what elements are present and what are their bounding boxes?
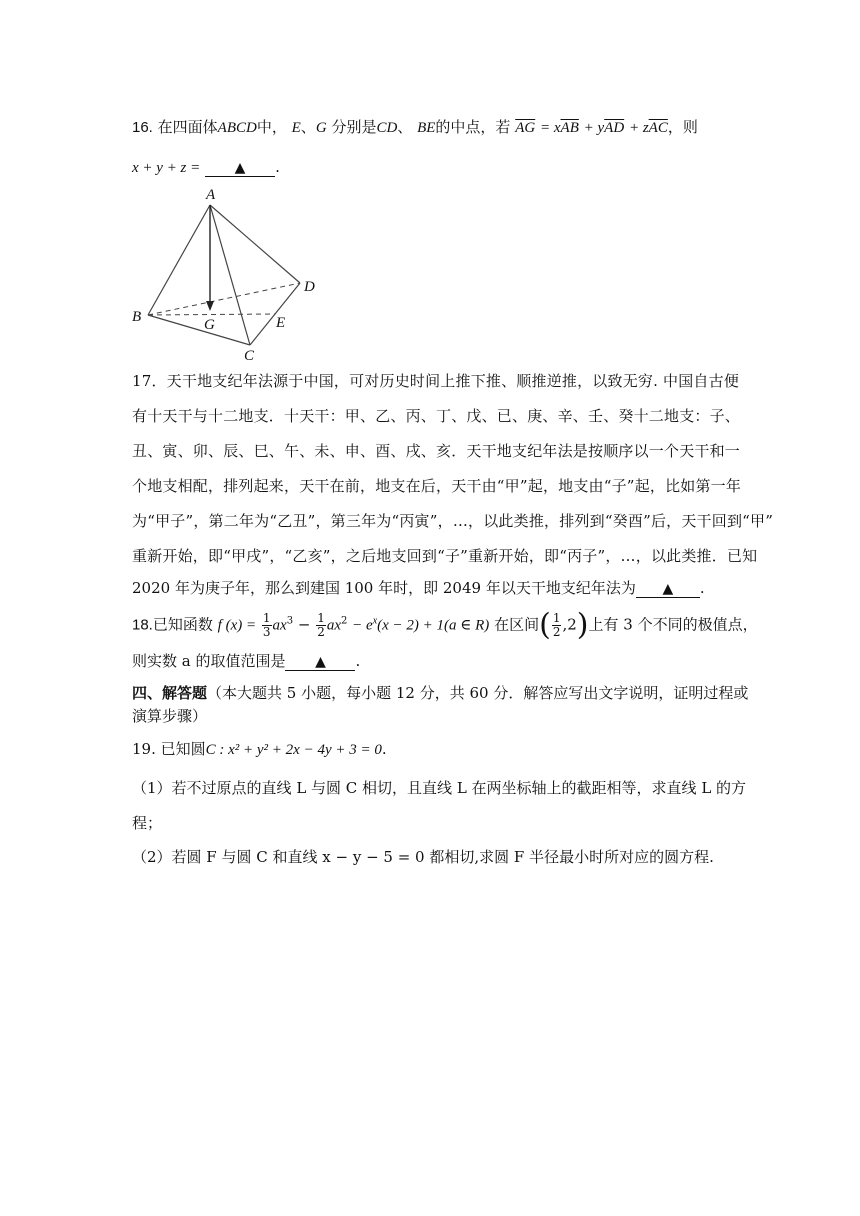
answer-blank <box>205 160 275 177</box>
label-e: E <box>276 315 286 331</box>
section-heading: 四、解答题 <box>132 684 208 702</box>
edge-bc <box>148 315 250 345</box>
fraction-1-2: $\frac{1}{2}$ <box>317 611 325 639</box>
vector-ag: $\overline{AG}$ <box>515 120 536 136</box>
label-c: C <box>244 348 255 364</box>
q19-part1-line1: （1）若不过原点的直线 L 与圆 C 相切，且直线 L 在两坐标轴上的截距相等，求直线 L 的方 <box>132 779 747 797</box>
edge-bd <box>148 283 300 315</box>
triangle-icon: ▲ <box>315 654 326 670</box>
section4-line2: 演算步骤） <box>132 707 208 725</box>
answer-blank <box>636 581 700 598</box>
q19-part1-line2: 程； <box>132 814 163 832</box>
tetrahedron-figure <box>130 185 330 365</box>
edge-ac <box>210 205 250 345</box>
q17-line4: 个地支相配，排列起来，天干在前，地支在后，天干由“甲”起，地支由“子”起，比如第一年 <box>132 477 742 495</box>
q17-line3: 丑、寅、卯、辰、巳、午、未、申、酉、戌、亥．天干地支纪年法是按顺序以一个天干和一 <box>132 442 741 460</box>
q16-line2: x + y + z = ▲ . <box>132 158 280 176</box>
label-b: B <box>132 309 142 325</box>
q18-line2: 则实数 a 的取值范围是 ▲ . <box>132 652 361 670</box>
q19-part2: （2）若圆 F 与圆 C 和直线 x − y − 5 = 0 都相切,求圆 F 半径最小时所对应的圆方程. <box>132 848 714 866</box>
label-d: D <box>304 279 315 295</box>
q18-line1: 18.已知函数 f (x) = $\frac{1}{3}$ $ax^3$ − $\frac{1}{2}$ $ax^2 - e^x(x - 2) + 1(a$ ∈ R) 在区间( $\frac{1}{2}$ ,2)上有 3 个不同的极值点， <box>132 607 758 643</box>
arrowhead-icon <box>206 301 214 311</box>
answer-blank <box>285 654 355 671</box>
q17-line2: 有十天干与十二地支．十天干：甲、乙、丙、丁、戊、已、庚、辛、壬、癸十二地支：子、 <box>132 407 741 425</box>
triangle-icon: ▲ <box>234 160 246 176</box>
fraction-interval: $\frac{1}{2}$ <box>552 611 561 639</box>
edge-ab <box>148 205 210 315</box>
section4-line1: 四、解答题（本大题共 5 小题，每小题 12 分，共 60 分．解答应写出文字说明，证明过程或 <box>132 684 749 702</box>
edge-ad <box>210 205 300 283</box>
vector-ac: $\overline{AC}$ <box>648 120 668 136</box>
label-a: A <box>206 187 216 203</box>
q17-line1: 17．天干地支纪年法源于中国，可对历史时间上推下推、顺推逆推，以致无穷. 中国自古便 <box>132 372 740 390</box>
q19-stem: 19. 已知圆C : x² + y² + 2x − 4y + 3 = 0. <box>132 740 387 758</box>
q17-line7: 2020 年为庚子年，那么到建国 100 年时，即 2049 年以天干地支纪年法为 ▲ . <box>132 579 705 597</box>
q17-line6: 重新开始，即“甲戌”，“乙亥”，之后地支回到“子”重新开始，即“丙子”，…，以此类推．已知 <box>132 547 758 565</box>
vector-ab: $\overline{AB}$ <box>560 120 579 136</box>
label-g: G <box>204 317 215 333</box>
q16-line1: 16. 在四面体ABCD中， E、G 分别是CD、 BE的中点，若 $\overline{AG} = x\overline{AB} + y\overline{AD} + z\overline{AC}$，则 <box>132 118 698 136</box>
vector-ad: $\overline{AD}$ <box>604 120 625 136</box>
q17-line5: 为“甲子”，第二年为“乙丑”，第三年为“丙寅”，…，以此类推，排列到“癸酉”后，天干回到“甲” <box>132 512 774 530</box>
triangle-icon: ▲ <box>662 581 674 597</box>
segment-be <box>148 314 275 315</box>
fraction-1-3: $\frac{1}{3}$ <box>262 611 271 639</box>
